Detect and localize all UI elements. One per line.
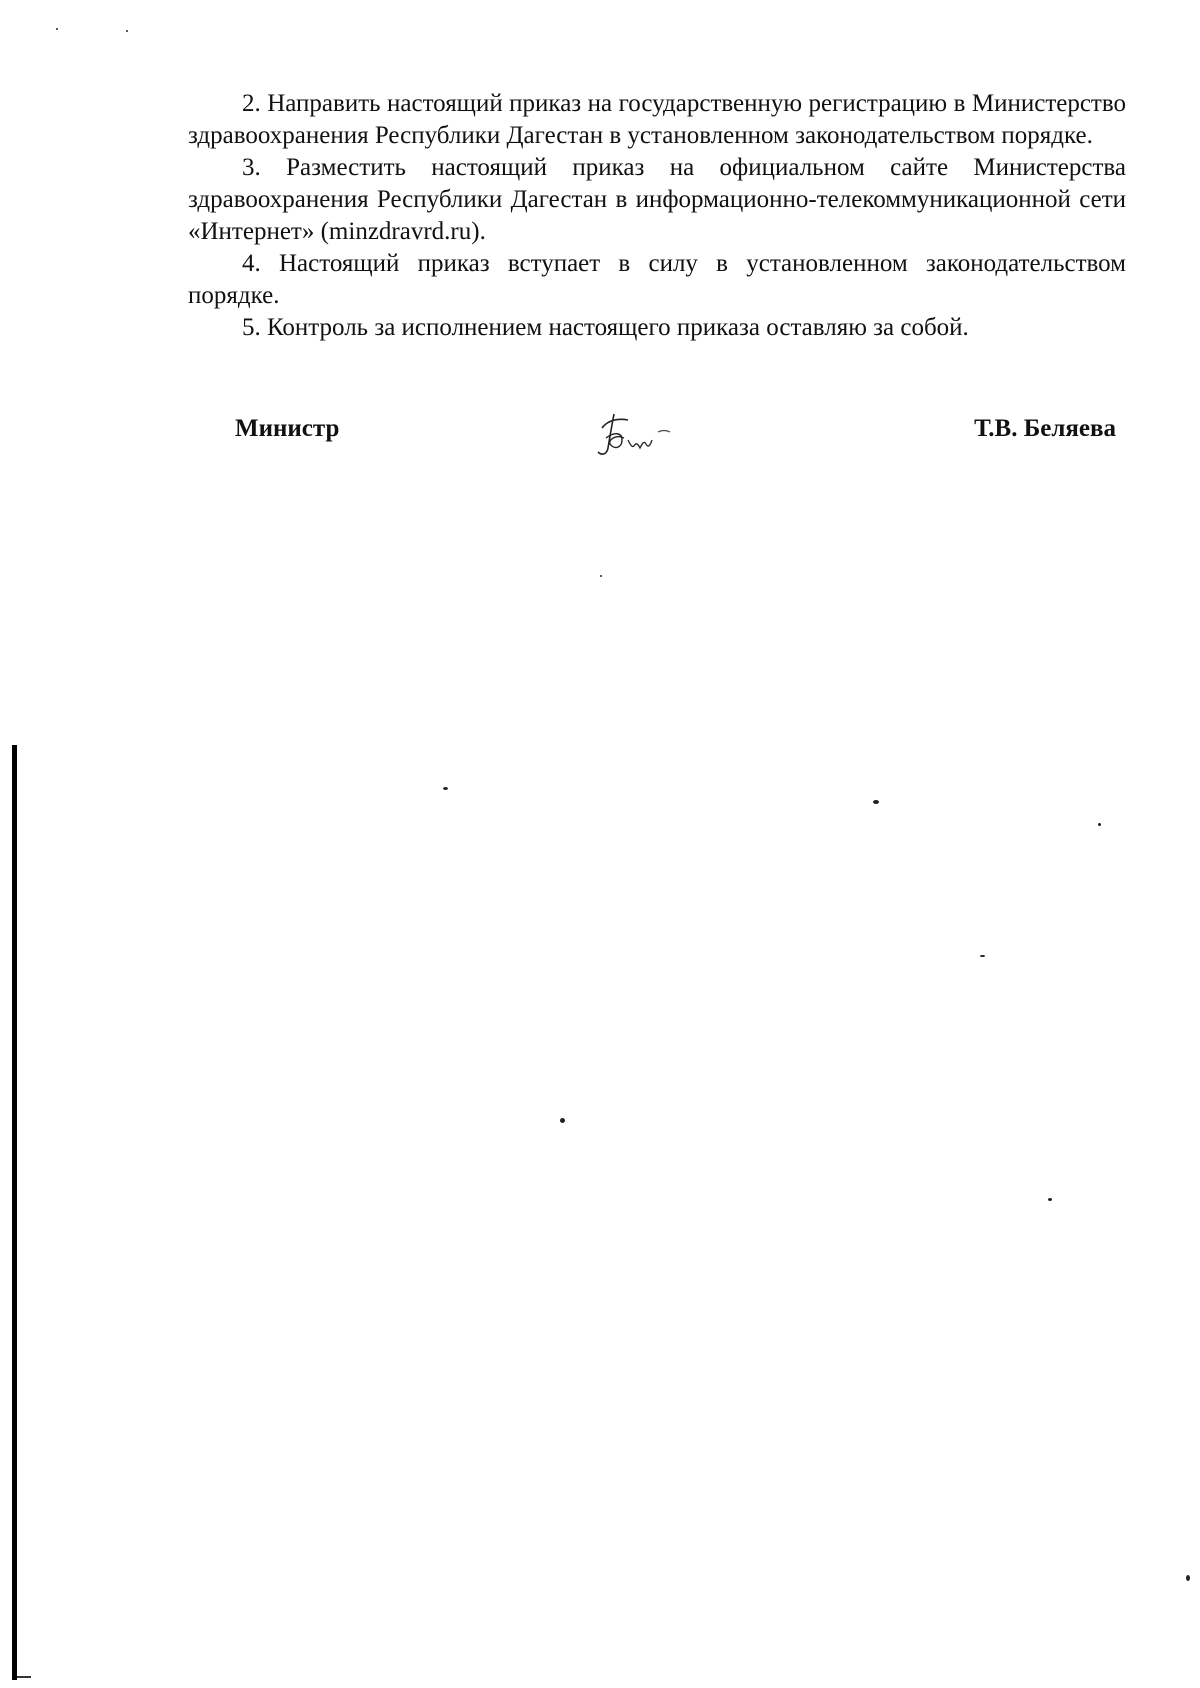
signatory-title: Министр — [235, 415, 340, 442]
document-body — [188, 88, 1126, 344]
scan-speck — [1186, 1575, 1190, 1581]
paragraph-3: 3. Разместить настоящий приказ на официальном сайте Министерства здравоохранения Республики Дагестан в информационно-телекоммуникационной сети «Интернет» (minzdravrd.ru). — [188, 154, 1126, 245]
scan-speck — [560, 1118, 565, 1123]
scan-speck — [126, 30, 128, 32]
signature-block — [0, 410, 1200, 470]
paragraph-4: 4. Настоящий приказ вступает в силу в установленном законодательством порядке. — [188, 250, 1126, 309]
scan-speck — [1048, 1198, 1052, 1201]
scan-speck — [443, 787, 448, 790]
scan-edge-line — [12, 745, 17, 1680]
handwritten-signature — [588, 410, 678, 462]
scan-speck — [600, 575, 602, 577]
scan-speck — [873, 800, 879, 804]
paragraph-2: 2. Направить настоящий приказ на государственную регистрацию в Министерство здравоохранения Республики Дагестан в установленном законодательством порядке. — [188, 90, 1126, 149]
scan-edge-tail — [17, 1676, 31, 1678]
scan-speck — [980, 955, 985, 957]
signatory-name: Т.В. Беляева — [974, 415, 1116, 442]
paragraph-5: 5. Контроль за исполнением настоящего приказа оставляю за собой. — [242, 314, 969, 341]
scan-speck — [56, 28, 58, 30]
scan-speck — [1098, 823, 1101, 826]
